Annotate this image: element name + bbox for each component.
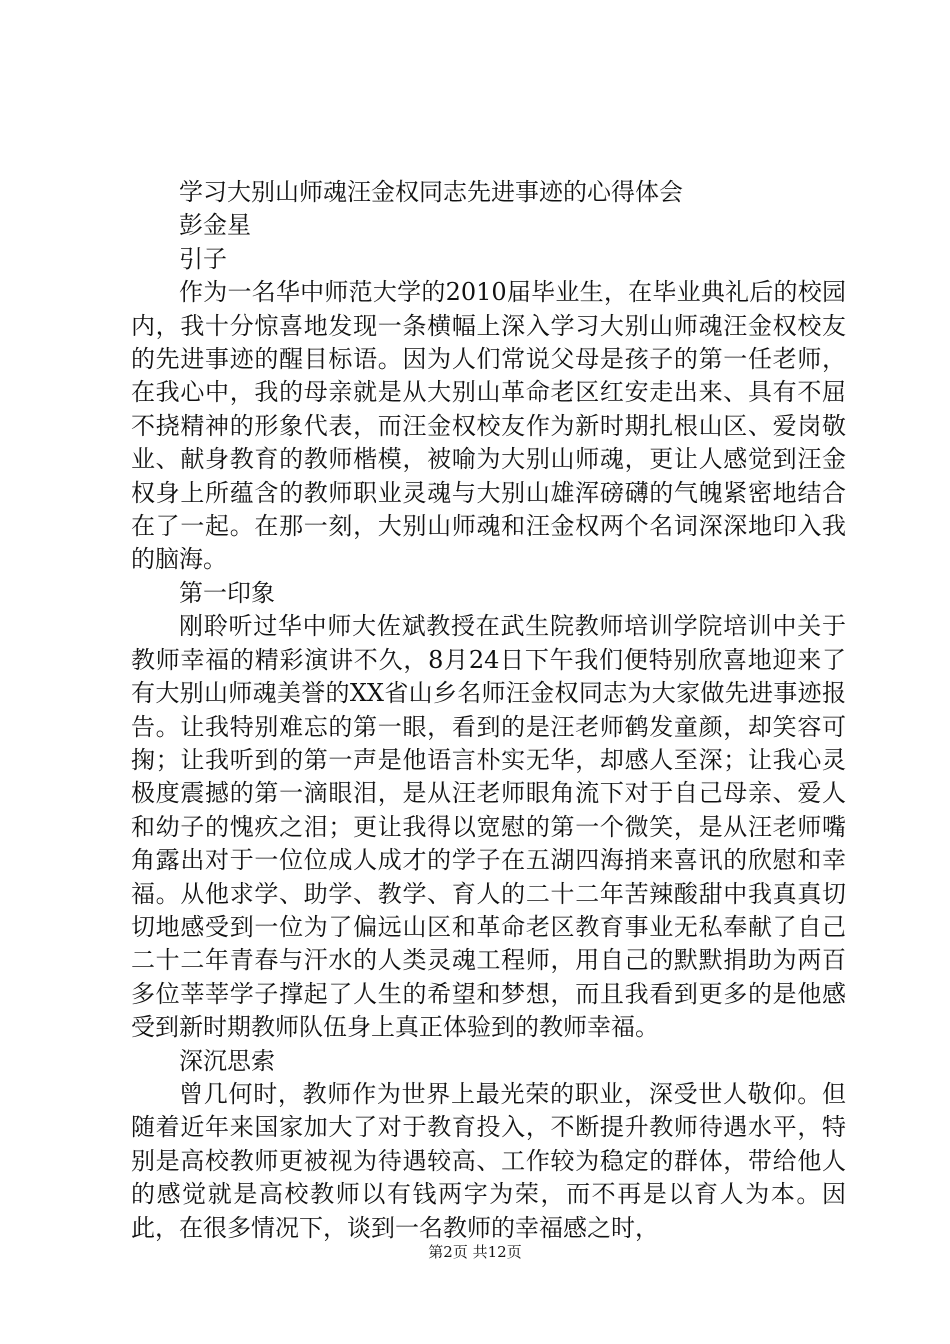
section-heading-deep-thinking: 深沉思索 <box>179 1046 275 1075</box>
document-body <box>131 176 846 1245</box>
section-paragraph-intro: 作为一名华中师范大学的2010届毕业生，在毕业典礼后的校园内，我十分惊喜地发现一条横幅上深入学习大别山师魂汪金权校友的先进事迹的醒目标语。因为人们常说父母是孩子的第一任老师，在我心中，我的母亲就是从大别山革命老区红安走出来、具有不屈不挠精神的形象代表，而汪金权校友作为新时期扎根山区、爱岗敬业、献身教育的教师楷模，被喻为大别山师魂，更让人感觉到汪金权身上所蕴含的教师职业灵魂与大别山雄浑磅礴的气魄紧密地结合在了一起。在那一刻，大别山师魂和汪金权两个名词深深地印入我的脑海。 <box>131 278 846 574</box>
section-paragraph-deep-thinking: 曾几何时，教师作为世界上最光荣的职业，深受世人敬仰。但随着近年来国家加大了对于教育投入，不断提升教师待遇水平，特别是高校教师更被视为待遇较高、工作较为稳定的群体，带给他人的感觉就是高校教师以有钱两字为荣，而不再是以育人为本。因此，在很多情况下，谈到一名教师的幸福感之时， <box>131 1079 846 1242</box>
section-paragraph-first-impression: 刚聆听过华中师大佐斌教授在武生院教师培训学院培训中关于教师幸福的精彩演讲不久，8月24日下午我们便特别欣喜地迎来了有大别山师魂美誉的XX省山乡名师汪金权同志为大家做先进事迹报告。让我特别难忘的第一眼，看到的是汪老师鹤发童颜，却笑容可掬；让我听到的第一声是他语言朴实无华，却感人至深；让我心灵极度震撼的第一滴眼泪，是从汪老师眼角流下对于自己母亲、爱人和幼子的愧疚之泪；更让我得以宽慰的第一个微笑，是从汪老师嘴角露出对于一位位成人成才的学子在五湖四海捎来喜讯的欣慰和幸福。从他求学、助学、教学、育人的二十二年苦辣酸甜中我真真切切地感受到一位为了偏远山区和革命老区教育事业无私奉献了自己二十二年青春与汗水的人类灵魂工程师，用自己的默默捐助为两百多位莘莘学子撑起了人生的希望和梦想，而且我看到更多的是他感受到新时期教师队伍身上真正体验到的教师幸福。 <box>131 612 846 1042</box>
section-heading-first-impression: 第一印象 <box>179 578 275 607</box>
section-heading-intro: 引子 <box>179 244 227 273</box>
page-number-footer: 第2页 共12页 <box>428 1243 522 1261</box>
document-author: 彭金星 <box>179 211 251 240</box>
document-title: 学习大别山师魂汪金权同志先进事迹的心得体会 <box>179 178 683 206</box>
